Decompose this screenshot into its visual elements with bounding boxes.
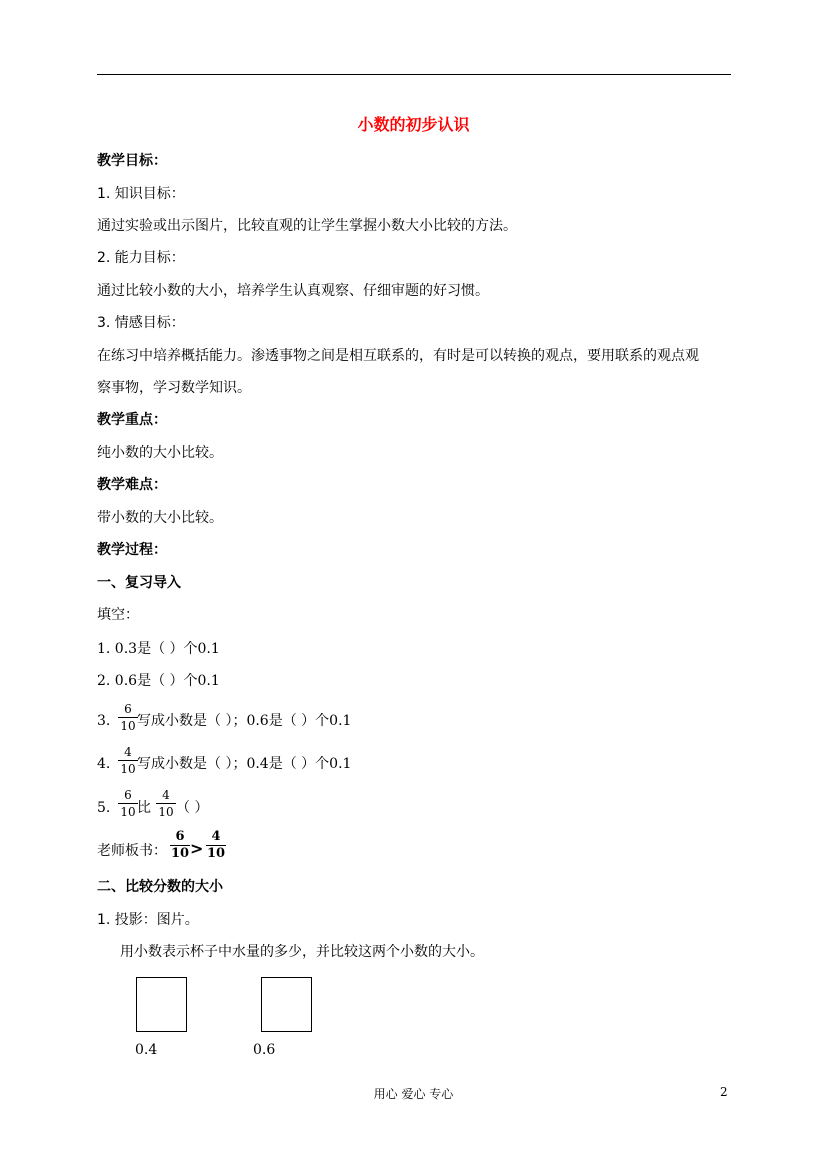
cup-1-label: 0.4: [135, 1042, 158, 1058]
key-heading: 教学重点：: [97, 412, 167, 428]
question-5-number: 5.: [97, 800, 111, 816]
key-text: 纯小数的大小比较。: [97, 445, 223, 461]
fraction-denominator: 10: [120, 719, 136, 733]
question-5-fraction-right: [156, 788, 176, 819]
goal1-label: 1. 知识目标：: [97, 186, 185, 202]
fraction-denominator: 10: [170, 846, 190, 861]
process-heading: 教学过程：: [97, 542, 167, 558]
goal3-text-line1: 在练习中培养概括能力。渗透事物之间是相互联系的，有时是可以转换的观点，要用联系的观点观: [97, 348, 699, 364]
fraction-bar: [118, 760, 138, 761]
header-rule: [97, 74, 731, 75]
question-3-number: 3.: [97, 713, 111, 729]
fraction-numerator: 4: [211, 829, 221, 844]
board-label: 老师板书：: [97, 843, 167, 859]
board-greater-than: >: [190, 839, 204, 858]
question-4-number: 4.: [97, 756, 111, 772]
fraction-numerator: 4: [124, 745, 132, 759]
fraction-numerator: 6: [175, 829, 185, 844]
cup-image-2: [261, 977, 312, 1032]
fraction-numerator: 6: [124, 702, 132, 716]
fill-label: 填空：: [97, 607, 139, 623]
fraction-numerator: 6: [124, 788, 132, 802]
question-5-fraction-left: [118, 788, 138, 819]
document-title: 小数的初步认识: [357, 115, 470, 134]
page-number: 2: [720, 1085, 728, 1099]
question-3-text: 写成小数是（ ）；0.6是（ ）个0.1: [137, 713, 352, 729]
goal3-text-line2: 察事物，学习数学知识。: [97, 380, 251, 396]
board-fraction-right: [206, 830, 226, 861]
question-2: 2. 0.6是（ ）个0.1: [97, 673, 220, 689]
step1: 1. 投影：图片。: [97, 912, 199, 928]
cup-image-1: [136, 977, 187, 1032]
goal1-text: 通过实验或出示图片，比较直观的让学生掌握小数大小比较的方法。: [97, 218, 517, 234]
part2-heading: 二、比较分数的大小: [97, 879, 223, 895]
fraction-denominator: 10: [120, 762, 136, 776]
question-3-fraction: [118, 702, 138, 733]
footer-text: 用心 爱心 专心: [373, 1087, 454, 1101]
question-4-text: 写成小数是（ ）；0.4是（ ）个0.1: [137, 756, 352, 772]
goal3-label: 3. 情感目标：: [97, 315, 185, 331]
fraction-bar: [118, 717, 138, 718]
fraction-denominator: 10: [120, 805, 136, 819]
question-5-compare-word: 比: [137, 800, 151, 816]
fraction-numerator: 4: [162, 788, 170, 802]
goal2-text: 通过比较小数的大小，培养学生认真观察、仔细审题的好习惯。: [97, 283, 489, 299]
difficulty-heading: 教学难点：: [97, 477, 167, 493]
question-4-fraction: [118, 745, 138, 776]
fraction-denominator: 10: [158, 805, 174, 819]
fraction-bar: [156, 803, 176, 804]
board-fraction-left: [170, 830, 190, 861]
goal-heading: 教学目标：: [97, 153, 167, 169]
question-5-blank: （ ）: [176, 800, 209, 816]
part1-heading: 一、复习导入: [97, 575, 181, 591]
fraction-denominator: 10: [206, 846, 226, 861]
cup-2-label: 0.6: [253, 1042, 276, 1058]
goal2-label: 2. 能力目标：: [97, 250, 185, 266]
fraction-bar: [118, 803, 138, 804]
question-1: 1. 0.3是（ ）个0.1: [97, 641, 220, 657]
step1-text: 用小数表示杯子中水量的多少，并比较这两个小数的大小。: [120, 944, 484, 960]
difficulty-text: 带小数的大小比较。: [97, 510, 223, 526]
